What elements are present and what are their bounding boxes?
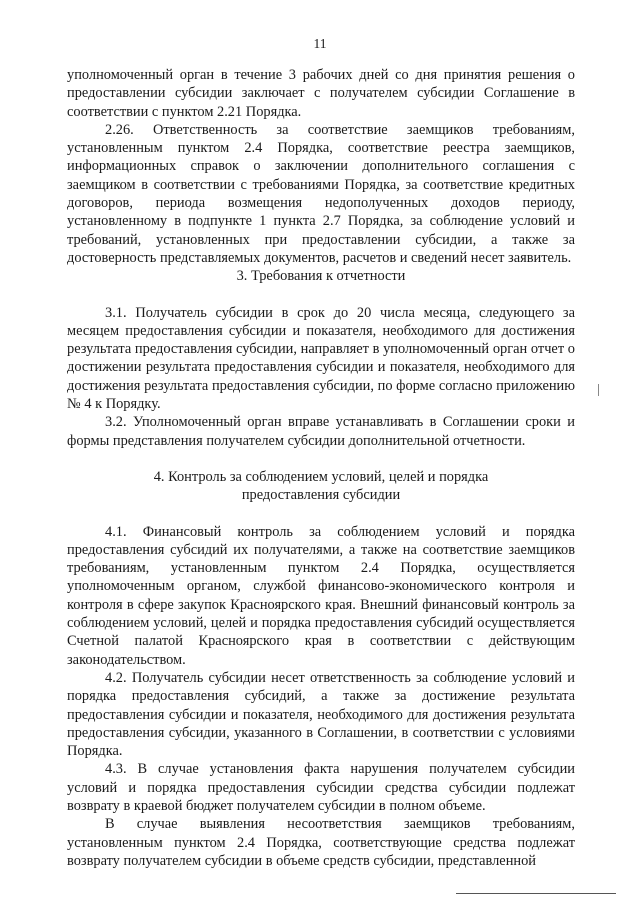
document-body: [67, 66, 575, 870]
margin-mark: [598, 384, 599, 396]
paragraph-4-1: 4.1. Финансовый контроль за соблюдением условий и порядка предоставления субсидий их получателями, а также на соответствие заемщиков требованиям, установленным пунктом 2.4 Порядка, осуществляется уполномоченным органом, службой финансово-экономического контроля и контроля в сфере закупок Красноярского края. Внешний финансовый контроль за соблюдением условий, целей и порядка предоставления субсидий осуществляется Счетной палатой Красноярского края в соответствии с действующим законодательством.: [67, 523, 575, 668]
page-number: 11: [313, 36, 327, 51]
footer-rule: [456, 893, 616, 894]
paragraph-3-1: 3.1. Получатель субсидии в срок до 20 числа месяца, следующего за месяцем предоставления субсидии и показателя, необходимого для достижения результата предоставления субсидии, направляет в уполномоченный орган отчет о достижении результата предоставления субсидии и показателя, необходимого для достижения результата предоставления субсидии, по форме согласно приложению № 4 к Порядку.: [67, 304, 575, 413]
section-3-heading: 3. Требования к отчетности: [236, 268, 406, 285]
paragraph-3-2: 3.2. Уполномоченный орган вправе устанавливать в Соглашении сроки и формы представления получателем субсидии дополнительной отчетности.: [67, 414, 575, 449]
section-4-heading: [67, 468, 575, 505]
paragraph-4-3-continued: В случае выявления несоответствия заемщиков требованиям, установленным пунктом 2.4 Порядка, соответствующие средства подлежат возврату получателем субсидии в объеме средств субсидии, представленной: [67, 816, 575, 869]
section-4-heading-line-1: 4. Контроль за соблюдением условий, целей и порядка: [153, 468, 489, 485]
section-4-heading-line-2: предоставления субсидии: [241, 487, 401, 504]
paragraph-2-26: 2.26. Ответственность за соответствие заемщиков требованиям, установленным пунктом 2.4 Порядка, соответствие реестра заемщиков, информационных справок о заключении дополнительного соглашения с заемщиком в соответствии с требованиями Порядка, за соответствие кредитных договоров, периода возмещения недополученных доходов периоду, установленному в подпункте 1 пункта 2.7 Порядка, за соблюдение условий и требований, установленных при предоставлении субсидии, а также за достоверность представляемых документов, расчетов и сведений несет заявитель.: [67, 121, 575, 266]
paragraph-4-3: 4.3. В случае установления факта нарушения получателем субсидии условий и порядка предоставления субсидии средства субсидии подлежат возврату в краевой бюджет получателем субсидии в полном объеме.: [67, 761, 575, 814]
paragraph-continuation: уполномоченный орган в течение 3 рабочих дней со дня принятия решения о предоставлении субсидии заключает с получателем субсидии Соглашение в соответствии с пунктом 2.21 Порядка.: [67, 67, 575, 120]
paragraph-4-2: 4.2. Получатель субсидии несет ответственность за соблюдение условий и порядка предоставления субсидий, а также за достижение результата предоставления субсидии и показателя, необходимого для достижения результата предоставления субсидии, указанного в Соглашении, в соответствии с условиями Порядка.: [67, 669, 575, 760]
